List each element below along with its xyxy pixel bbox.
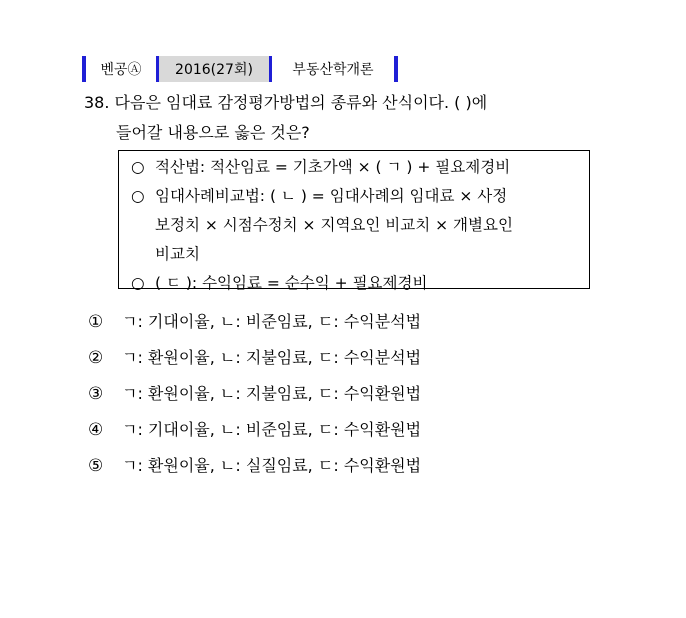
choice-number: ① (88, 312, 104, 332)
choice-number: ④ (88, 420, 104, 440)
choice-text: ㄱ: 기대이율, ㄴ: 비준임료, ㄷ: 수익환원법 (122, 420, 422, 439)
circle-bullet-icon: ○ (131, 274, 145, 292)
answer-choice[interactable] (88, 340, 608, 376)
formula-item (131, 269, 581, 298)
question-stem (84, 88, 604, 148)
exam-tag: 벤공Ⓐ (86, 56, 156, 82)
question-line: 38. 다음은 임대료 감정평가방법의 종류와 산식이다. ( )에 (84, 93, 488, 112)
formula-text (155, 269, 581, 298)
choice-text: ㄱ: 환원이율, ㄴ: 지불임료, ㄷ: 수익환원법 (122, 384, 422, 403)
formula-line: 임대사례비교법: ( ㄴ ) = 임대사례의 임대료 × 사정 (155, 187, 508, 205)
choice-text: ㄱ: 환원이율, ㄴ: 지불임료, ㄷ: 수익분석법 (122, 348, 422, 367)
answer-choice[interactable] (88, 376, 608, 412)
exam-subject: 부동산학개론 (272, 56, 394, 82)
choice-number: ⑤ (88, 456, 104, 476)
formula-item (131, 153, 581, 182)
formula-line: 보정치 × 시점수정치 × 지역요인 비교치 × 개별요인 (155, 216, 513, 234)
answer-choices (88, 304, 608, 484)
formula-line: 적산법: 적산임료 = 기초가액 × ( ㄱ ) + 필요제경비 (155, 158, 511, 176)
answer-choice[interactable] (88, 448, 608, 484)
formula-box (118, 150, 590, 292)
formula-item (131, 182, 581, 269)
formula-line: ( ㄷ ): 수익임료 = 순수익 + 필요제경비 (155, 274, 428, 292)
formula-text (155, 153, 581, 182)
exam-header (82, 56, 398, 82)
choice-text: ㄱ: 기대이율, ㄴ: 비준임료, ㄷ: 수익분석법 (122, 312, 422, 331)
answer-choice[interactable] (88, 304, 608, 340)
question-line: 들어갈 내용으로 옳은 것은? (116, 123, 310, 142)
answer-choice[interactable] (88, 412, 608, 448)
circle-bullet-icon: ○ (131, 158, 145, 176)
formula-text (155, 182, 581, 269)
formula-line: 비교치 (155, 245, 200, 263)
choice-number: ② (88, 348, 104, 368)
circle-bullet-icon: ○ (131, 187, 145, 205)
choice-text: ㄱ: 환원이율, ㄴ: 실질임료, ㄷ: 수익환원법 (122, 456, 422, 475)
exam-year: 2016(27회) (159, 56, 269, 82)
choice-number: ③ (88, 384, 104, 404)
